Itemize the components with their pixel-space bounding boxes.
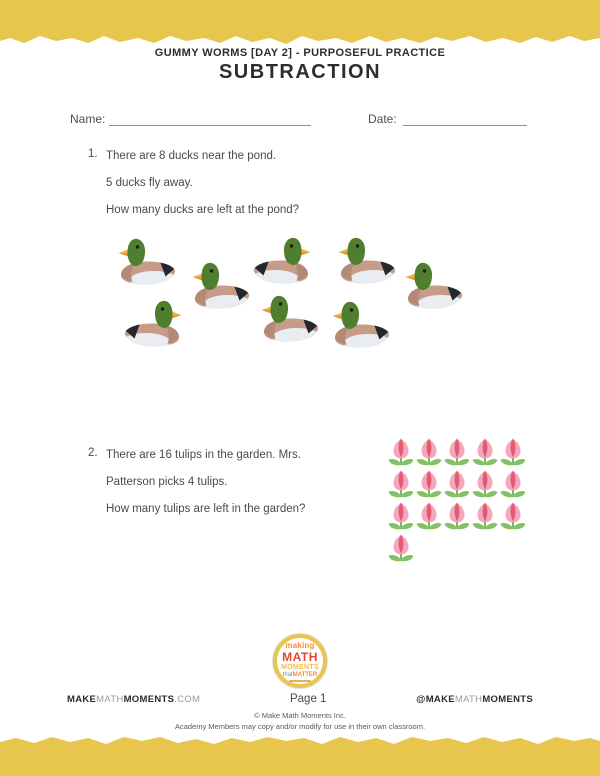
tulip-icon	[443, 437, 471, 469]
yellow-brush-footer	[0, 732, 600, 776]
tulip-icon	[387, 533, 415, 565]
worksheet-kicker: GUMMY WORMS [DAY 2] - PURPOSEFUL PRACTICE	[154, 47, 446, 59]
duck-icon	[191, 261, 253, 311]
date-label: Date:	[368, 112, 397, 126]
problem-2-line-2: Patterson picks 4 tulips.	[106, 476, 228, 488]
problem-1-line-2: 5 ducks fly away.	[106, 177, 193, 189]
date-input-line[interactable]	[403, 111, 527, 126]
make-math-moments-logo	[272, 633, 328, 689]
duck-icon	[331, 300, 393, 350]
tulip-icon	[415, 469, 443, 501]
logo-text-moments: MOMENTS	[281, 663, 319, 671]
problem-1-line-1: There are 8 ducks near the pond.	[106, 150, 277, 162]
page-title: SUBTRACTION	[218, 61, 382, 83]
problem-2-line-1: There are 16 tulips in the garden. Mrs.	[106, 449, 301, 461]
copyright-line: © Make Math Moments Inc.	[254, 711, 346, 720]
website-url: MAKEMATHMOMENTS.COM	[67, 694, 201, 705]
logo-text-that-matter: thatMATTER	[282, 671, 318, 678]
problem-1-line-3: How many ducks are left at the pond?	[106, 204, 300, 216]
tulip-icon	[415, 501, 443, 533]
duck-icon	[121, 299, 183, 349]
tulips-illustration	[387, 437, 527, 565]
tulip-icon	[443, 501, 471, 533]
logo-inner-circle	[277, 638, 323, 684]
name-input-line[interactable]	[109, 111, 311, 126]
logo-text-making: making	[285, 640, 315, 650]
yellow-brush-header	[0, 0, 600, 50]
tulip-icon	[387, 469, 415, 501]
duck-icon	[117, 237, 179, 287]
tulip-icon	[415, 437, 443, 469]
tulip-icon	[387, 437, 415, 469]
duck-icon	[337, 236, 399, 286]
duck-icon	[250, 236, 312, 286]
tulip-icon	[499, 501, 527, 533]
tulip-icon	[471, 501, 499, 533]
duck-icon	[404, 261, 466, 311]
tulip-icon	[499, 469, 527, 501]
tulip-icon	[387, 501, 415, 533]
problem-1-number: 1.	[88, 148, 98, 160]
tulip-icon	[499, 437, 527, 469]
tulip-icon	[443, 469, 471, 501]
tulip-icon	[471, 437, 499, 469]
license-line: Academy Members may copy and/or modify for use in their own classroom.	[174, 722, 426, 731]
footer-row	[0, 693, 600, 705]
social-handle: @MAKEMATHMOMENTS	[416, 694, 533, 705]
logo-tagline-decoration	[289, 680, 311, 682]
problem-2-number: 2.	[88, 447, 98, 459]
page-number: Page 1	[289, 693, 327, 705]
problem-1-text	[106, 143, 299, 224]
logo-text-math: MATH	[282, 649, 318, 664]
name-label: Name:	[70, 112, 106, 126]
tulip-icon	[471, 469, 499, 501]
problem-2-line-3: How many tulips are left in the garden?	[106, 503, 306, 515]
problem-2-text	[106, 442, 305, 523]
duck-icon	[260, 294, 322, 344]
